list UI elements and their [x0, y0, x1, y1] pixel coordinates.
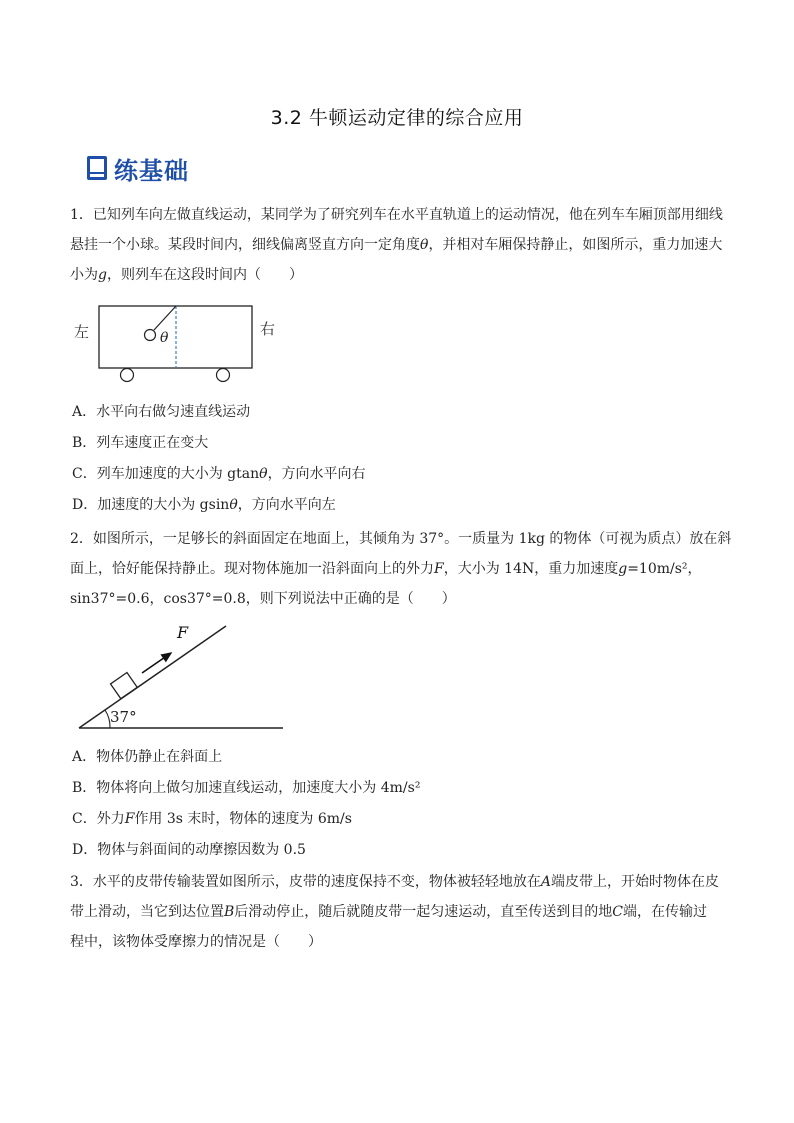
q3-line-1: 3．水平的皮带传输装置如图所示，皮带的速度保持不变，物体被轻轻地放在A端皮带上，开始时物体在皮 — [70, 874, 720, 890]
q3-line-3: 程中，该物体受摩擦力的情况是（ ） — [70, 934, 322, 950]
incline-surface — [79, 626, 226, 728]
q1-option-a: A．水平向右做匀速直线运动 — [72, 404, 251, 420]
angle-theta-label: θ — [160, 330, 169, 346]
q2-line-3: sin37°=0.6，cos37°=0.8，则下列说法中正确的是（ ） — [70, 591, 456, 607]
q2-option-a: A．物体仍静止在斜面上 — [72, 749, 223, 765]
angle-37-label: 37° — [110, 708, 137, 726]
train-car-diagram — [70, 300, 290, 390]
q2-option-d: D．物体与斜面间的动摩擦因数为 0.5 — [72, 842, 306, 858]
question-2-stem — [70, 524, 732, 614]
q2-line-2: 面上，恰好能保持静止。现对物体施加一沿斜面向上的外力F，大小为 14N，重力加速度g=10m/s²， — [70, 561, 702, 577]
force-label: F — [177, 623, 189, 642]
label-left: 左 — [74, 323, 90, 341]
hanging-ball — [145, 330, 156, 341]
q1-line-3: 小为g，则列车在这段时间内（ ） — [70, 267, 303, 283]
wheel-left — [121, 369, 134, 382]
force-arrow — [142, 653, 171, 673]
question-3-stem — [70, 867, 726, 957]
q2-option-b: B．物体将向上做匀加速直线运动，加速度大小为 4m/s² — [72, 780, 421, 796]
incline-diagram — [70, 618, 290, 734]
section-header — [86, 152, 189, 184]
q2-option-c: C．外力F作用 3s 末时，物体的速度为 6m/s — [72, 811, 352, 827]
q1-option-d: D．加速度的大小为 gsinθ，方向水平向左 — [72, 497, 336, 513]
question-1-stem — [70, 200, 726, 290]
wheel-right — [217, 369, 230, 382]
q1-line-1: 1．已知列车向左做直线运动，某同学为了研究列车在水平直轨道上的运动情况，他在列车车厢顶部用细线 — [70, 207, 723, 223]
q1-option-c: C．列车加速度的大小为 gtanθ，方向水平向右 — [72, 466, 366, 482]
q2-line-1: 2．如图所示，一足够长的斜面固定在地面上，其倾角为 37°。一质量为 1kg 的物体（可视为质点）放在斜 — [70, 531, 732, 547]
q1-option-b: B．列车速度正在变大 — [72, 435, 209, 451]
book-icon — [86, 155, 108, 181]
label-right: 右 — [260, 320, 276, 338]
q3-line-2: 带上滑动，当它到达位置B后滑动停止，随后就随皮带一起匀速运动，直至传送到目的地C端，在传输过 — [70, 904, 708, 920]
section-label: 练基础 — [114, 156, 189, 185]
q1-line-2: 悬挂一个小球。某段时间内，细线偏离竖直方向一定角度θ，并相对车厢保持静止，如图所示，重力加速大 — [70, 237, 723, 253]
page-title: 3.2 牛顿运动定律的综合应用 — [270, 107, 524, 129]
block — [111, 673, 138, 699]
string — [154, 306, 176, 330]
